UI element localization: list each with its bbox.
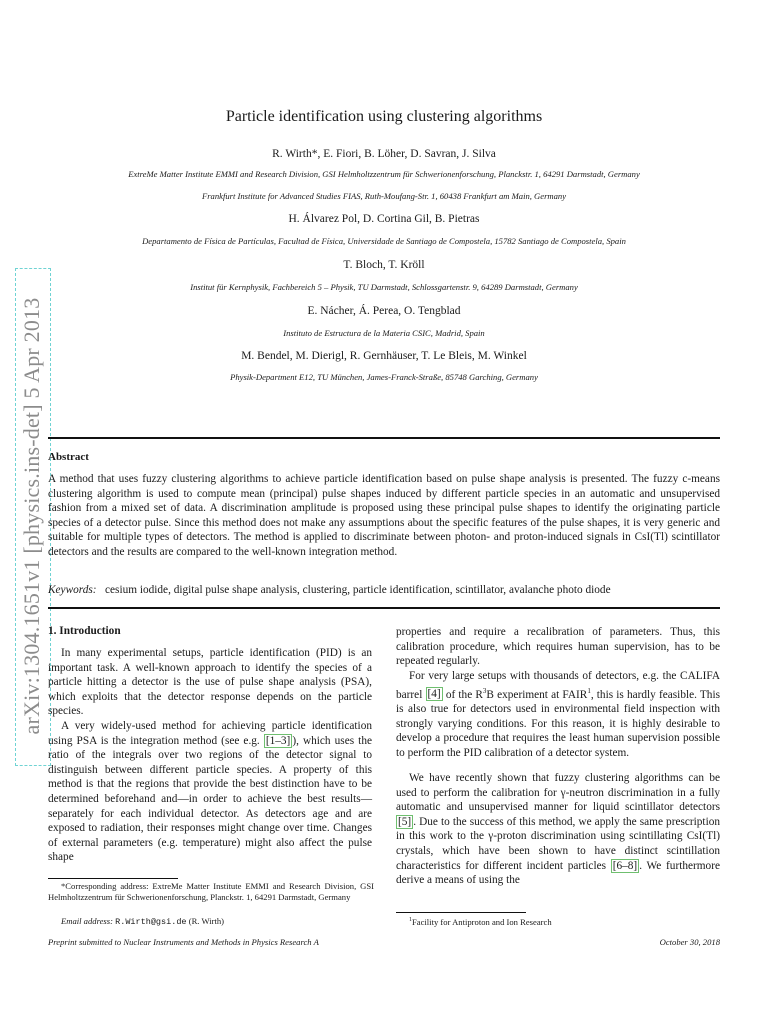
keywords-label: Keywords:	[48, 584, 97, 596]
affiliation-3: Institut für Kernphysik, Fachbereich 5 – Physik, TU Darmstadt, Schlossgartenstr. 9, 64289 Darmstadt, Germany	[190, 282, 578, 292]
affiliation-1b: Frankfurt Institute for Advanced Studies FIAS, Ruth-Moufang-Str. 1, 60438 Frankfurt am Main, Germany	[201, 191, 567, 201]
citation-link[interactable]: [4]	[427, 688, 441, 701]
keywords-line	[48, 583, 720, 598]
abstract-heading: Abstract	[48, 451, 89, 463]
citation-link[interactable]: [1–3]	[265, 734, 291, 747]
footnote-rule-left	[48, 878, 178, 879]
facility-footnote	[409, 915, 719, 928]
abstract-top-rule	[48, 437, 720, 439]
right-paragraph-3-text-c: . We furthermore derive a means of using the	[396, 859, 720, 887]
footnote-text: Facility for Antiproton and Ion Research	[412, 916, 552, 927]
keywords-text: cesium iodide, digital pulse shape analysis, clustering, particle identification, scintillator, avalanche photo diode	[105, 584, 611, 596]
right-paragraph-2-text-b: of the R	[442, 688, 483, 701]
intro-paragraph-2-text-b: ), which uses the ratio of the integrals over two regions of the detector signal to distinguish between different particle species. A property of this method is that the regions that provide the best distinction have to be determined beforehand and—in order to achieve the best results—separately for each individual detector. As detectors age and are exposed to radiation, their responses might change over time. Changes of external parameters (e.g. temperature) might also affect the pulse shape	[48, 734, 372, 864]
email-address[interactable]: R.Wirth@gsi.de	[115, 917, 187, 927]
arxiv-stamp[interactable]: arXiv:1304.1651v1 [physics.ins-det] 5 Apr 2013	[19, 297, 44, 735]
email-label: Email address:	[61, 916, 113, 926]
citation-link[interactable]: [5]	[398, 815, 412, 828]
author-group-5: M. Bendel, M. Dierigl, R. Gernhäuser, T. Le Bleis, M. Winkel	[241, 350, 527, 362]
right-paragraph-3	[396, 771, 720, 888]
preprint-notice: Preprint submitted to Nuclear Instruments and Methods in Physics Research A	[48, 937, 319, 947]
right-paragraph-3-text-b: . Due to the success of this method, we apply the same prescription in this work to the γ-proton discrimination using scintillating CsI(Tl) crystals, which have been shown to have distinct scintillation characteristics for different incident particles	[396, 815, 720, 872]
abstract-bottom-rule	[48, 607, 720, 609]
affiliation-1a: ExtreMe Matter Institute EMMI and Research Division, GSI Helmholtzzentrum für Schwerionenforschung, Planckstr. 1, 64291 Darmstadt, Germany	[128, 169, 640, 179]
right-paragraph-2-text-d: , this is hardly feasible. This is also true for detectors used in environmental field inspection with strongly varying conditions. For this reason, it is highly desirable to develop a procedure that requires the least human supervision possible to perform the PID calibration of a detector system.	[396, 688, 720, 759]
author-group-3: T. Bloch, T. Kröll	[343, 259, 425, 271]
affiliation-2: Departamento de Física de Partículas, Facultad de Física, Universidade de Santiago de Compostela, 15782 Santiago de Compostela, Spain	[142, 236, 626, 246]
email-owner: (R. Wirth)	[188, 916, 225, 926]
corresponding-address-footnote: *Corresponding address: ExtreMe Matter Institute EMMI and Research Division, GSI Helmholtzzentrum für Schwerionenforschung, Planckstr. 1, 64291 Darmstadt, Germany	[48, 881, 374, 902]
intro-paragraph-2	[48, 719, 372, 865]
right-paragraph-2	[396, 669, 720, 760]
footnote-rule-right	[396, 912, 526, 913]
affiliation-5: Physik-Department E12, TU München, James-Franck-Straße, 85748 Garching, Germany	[230, 372, 538, 382]
intro-paragraph-1: In many experimental setups, particle identification (PID) is an important task. A well-known approach to identify the species of a particle hitting a detector is the use of pulse shape analysis (PSA), which exploits that the detector response depends on the particle species.	[48, 647, 372, 718]
right-paragraph-1: properties and require a recalibration of parameters. Thus, this calibration procedure, which requires human supervision, has to be repeated regularly.	[396, 626, 720, 668]
right-paragraph-2-text-a: For very large setups with thousands of detectors, e.g. the CALIFA barrel	[396, 670, 720, 701]
abstract-text: A method that uses fuzzy clustering algorithms to achieve particle identification based on pulse shape analysis is presented. The fuzzy c-means clustering algorithm is used to compute mean (principal) pulse shapes induced by different particle species in an automatic and unsupervised fashion from a mixed set of data. A discrimination amplitude is proposed using these principal pulse shapes to identify the originating particle species of a detector pulse. Since this method does not make any assumptions about the specific features of the pulse shapes, it is very generic and suitable for multiple types of detectors. The method is applied to discriminate between photon- and proton-induced signals in CsI(Tl) scintillator detectors and the results are compared to the well-known integration method.	[48, 473, 720, 558]
author-group-4: E. Nácher, Á. Perea, O. Tengblad	[307, 305, 461, 317]
section-heading: 1. Introduction	[48, 625, 121, 637]
author-group-2: H. Álvarez Pol, D. Cortina Gil, B. Pietras	[288, 213, 480, 225]
email-footnote	[61, 916, 373, 928]
right-paragraph-2-text-c: B experiment at FAIR	[486, 688, 588, 701]
citation-link[interactable]: [6–8]	[612, 859, 638, 872]
affiliation-4: Instituto de Estructura de la Materia CSIC, Madrid, Spain	[283, 328, 485, 338]
footnote-marker-link[interactable]: 1	[587, 686, 591, 695]
paper-title: Particle identification using clustering algorithms	[225, 108, 543, 125]
superscript: 3	[482, 686, 487, 695]
author-group-1: R. Wirth*, E. Fiori, B. Löher, D. Savran, J. Silva	[272, 148, 496, 160]
right-paragraph-3-text-a: We have recently shown that fuzzy clustering algorithms can be used to perform the calibration for γ-neutron discrimination in a fully automatic and unsupervised manner for liquid scintillator detectors	[396, 772, 720, 814]
intro-paragraph-2-text-a: A very widely-used method for achieving particle identification using PSA is the integration method (see e.g.	[48, 720, 372, 747]
page-date: October 30, 2018	[659, 937, 720, 947]
footnote-number: 1	[409, 917, 412, 923]
